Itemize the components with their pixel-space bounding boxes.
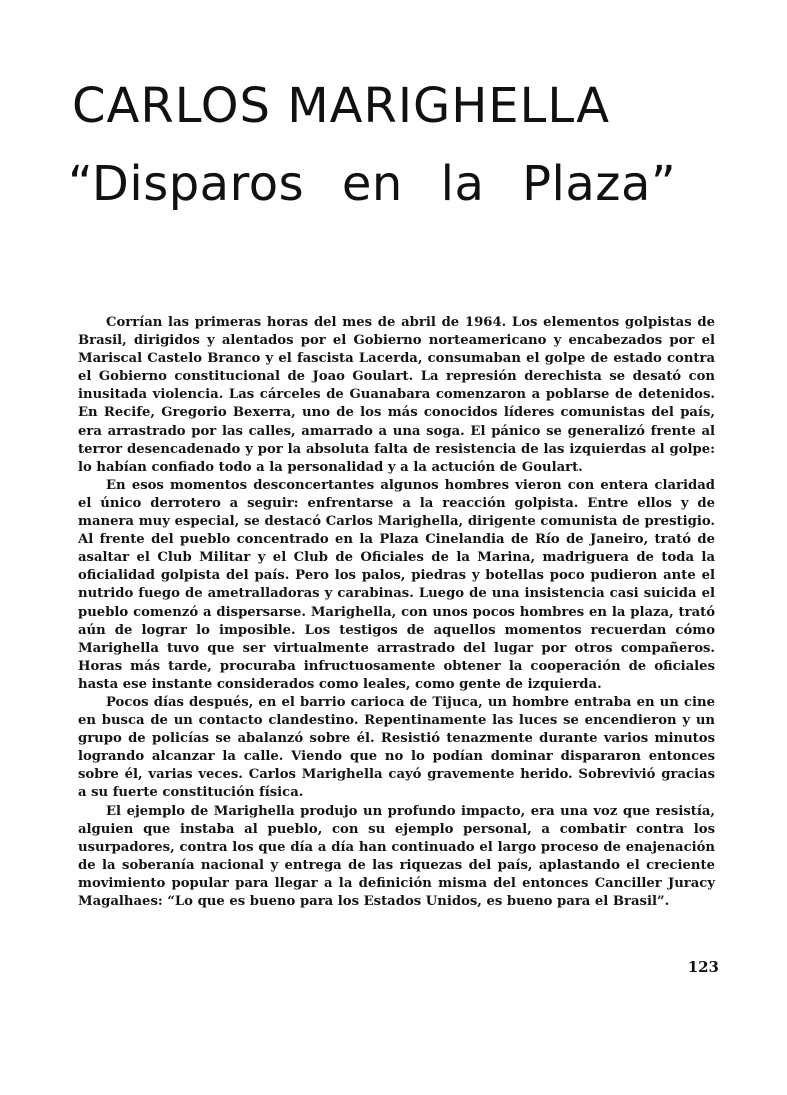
article-paragraph: Pocos días después, en el barrio carioca de Tijuca, un hombre entraba en un cine en busca de un contacto clandestino. Repentinamente las luces se encendieron y un grupo de policías se abalanzó sobre él. Resistió tenazmente durante varios minutos logrando alcanzar la calle. Viendo que no lo podían dominar dispararon entonces sobre él, varias veces. Carlos Marighella cayó gravemente herido. Sobrevivió gracias a su fuerte constitución física.: [78, 694, 715, 801]
article-author-heading: CARLOS MARIGHELLA: [72, 78, 611, 134]
article-body: [78, 314, 715, 911]
article-paragraph: En esos momentos desconcertantes algunos hombres vieron con entera claridad el único derrotero a seguir: enfrentarse a la reacción golpista. Entre ellos y de manera muy especial, se destacó Carlos Marighella, dirigente comunista de prestigio. Al frente del pueblo concentrado en la Plaza Cinelandia de Río de Janeiro, trató de asaltar el Club Militar y el Club de Oficiales de la Marina, madriguera de toda la oficialidad golpista del país. Pero los palos, piedras y botellas poco pudieron ante el nutrido fuego de ametralladoras y carabinas. Luego de una insistencia casi suicida el pueblo comenzó a dispersarse. Marighella, con unos pocos hombres en la plaza, trató aún de lograr lo imposible. Los testigos de aquellos momentos recuerdan cómo Marighella tuvo que ser virtualmente arrastrado del lugar por otros compañeros. Horas más tarde, procuraba infructuosamente obtener la cooperación de oficiales hasta ese instante considerados como leales, como gente de izquierda.: [78, 477, 715, 692]
article-title: “Disparos en la Plaza”: [68, 156, 677, 212]
page-number: 123: [687, 958, 719, 976]
article-paragraph: Corrían las primeras horas del mes de abril de 1964. Los elementos golpistas de Brasil, dirigidos y alentados por el Gobierno norteamericano y encabezados por el Mariscal Castelo Branco y el fascista Lacerda, consumaban el golpe de estado contra el Gobierno constitucional de Joao Goulart. La represión derechista se desató con inusitada violencia. Las cárceles de Guanabara comenzaron a poblarse de detenidos. En Recife, Gregorio Bexerra, uno de los más conocidos líderes comunistas del país, era arrastrado por las calles, amarrado a una soga. El pánico se generalizó frente al terror desencadenado y por la absoluta falta de resistencia de las izquierdas al golpe: lo habían confiado todo a la personalidad y a la actución de Goulart.: [78, 315, 715, 475]
article-paragraph: El ejemplo de Marighella produjo un profundo impacto, era una voz que resistía, alguien que instaba al pueblo, con su ejemplo personal, a combatir contra los usurpadores, contra los que día a día han continuado el largo proceso de enajenación de la soberanía nacional y entrega de las riquezas del país, aplastando el creciente movimiento popular para llegar a la definición misma del entonces Canciller Juracy Magalhaes: “Lo que es bueno para los Estados Unidos, es bueno para el Brasil”.: [78, 803, 715, 909]
